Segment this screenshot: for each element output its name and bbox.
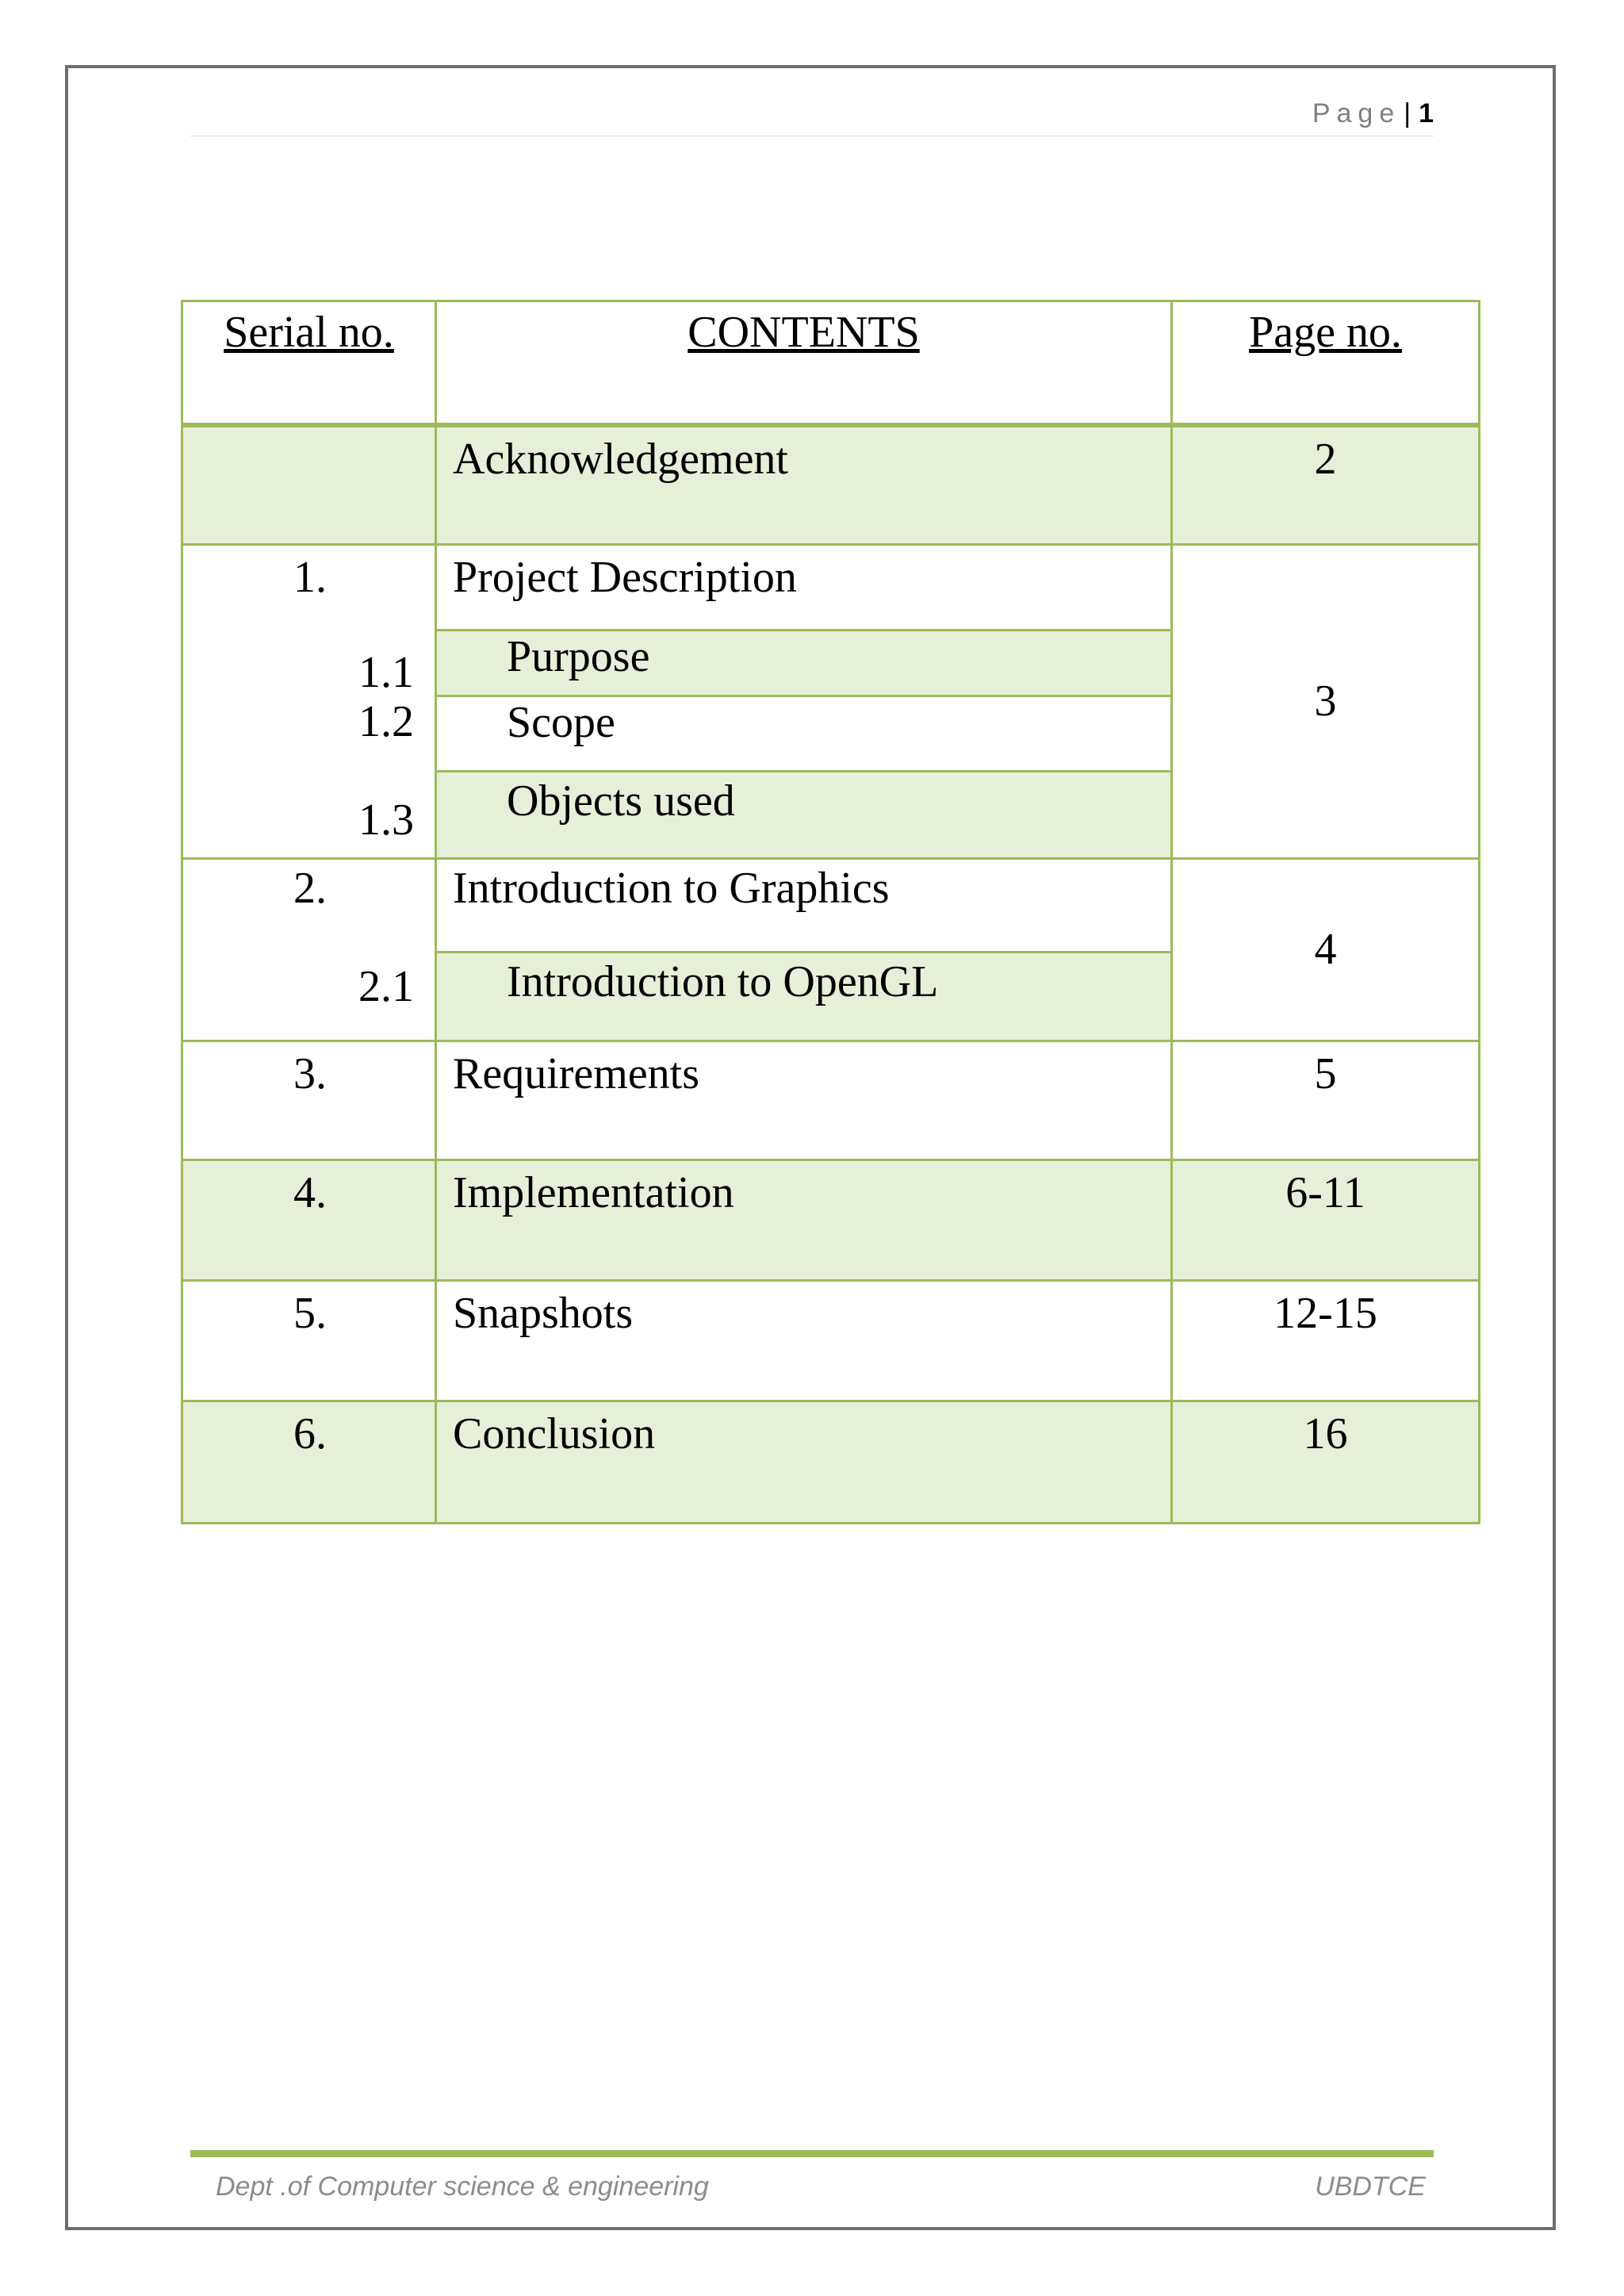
table-row: [182, 425, 1480, 544]
page-cell: 3: [1172, 544, 1480, 858]
page-cell: 2: [1172, 425, 1480, 544]
contents-cell: Acknowledgement: [436, 425, 1172, 544]
header-separator: |: [1404, 98, 1411, 128]
page-label: Page: [1312, 98, 1401, 128]
contents-subcell: Introduction to OpenGL: [436, 952, 1172, 1041]
contents-cell: Requirements: [436, 1041, 1172, 1159]
table-row: [182, 1280, 1480, 1401]
serial-sub: 1.3: [358, 795, 414, 845]
serial-cell: [182, 858, 436, 1041]
table-row: [182, 858, 1480, 952]
column-header-serial: Serial no.: [182, 301, 436, 426]
table-row: [182, 544, 1480, 630]
page-cell: 12-15: [1172, 1280, 1480, 1401]
serial-sub: 2.1: [358, 961, 414, 1011]
contents-subcell: Scope: [436, 696, 1172, 771]
contents-cell: Introduction to Graphics: [436, 858, 1172, 952]
contents-cell: Implementation: [436, 1159, 1172, 1280]
serial-cell: [182, 425, 436, 544]
contents-subcell: Purpose: [436, 630, 1172, 696]
serial-sub: 1.1: [358, 647, 414, 697]
serial-cell: 5.: [182, 1280, 436, 1401]
contents-cell: Snapshots: [436, 1280, 1172, 1401]
footer-department: Dept .of Computer science & engineering: [216, 2171, 709, 2202]
serial-cell: 3.: [182, 1041, 436, 1159]
column-header-page: Page no.: [1172, 301, 1480, 426]
serial-cell: 6.: [182, 1401, 436, 1523]
serial-cell: [182, 544, 436, 858]
table-header-row: [182, 301, 1480, 426]
table-row: [182, 1041, 1480, 1159]
contents-cell: Project Description: [436, 544, 1172, 630]
contents-cell: Conclusion: [436, 1401, 1172, 1523]
contents-subcell: Objects used: [436, 771, 1172, 858]
page-cell: 6-11: [1172, 1159, 1480, 1280]
page-header: [1312, 98, 1434, 129]
table-row: [182, 1401, 1480, 1523]
serial-cell: 4.: [182, 1159, 436, 1280]
table-row: [182, 1159, 1480, 1280]
footer-rule: [190, 2150, 1434, 2157]
serial-main: 2.: [293, 863, 327, 913]
column-header-contents: CONTENTS: [436, 301, 1172, 426]
page-cell: 16: [1172, 1401, 1480, 1523]
serial-sub: 1.2: [358, 696, 414, 746]
page-cell: 5: [1172, 1041, 1480, 1159]
page-number: 1: [1419, 98, 1434, 128]
page-cell: 4: [1172, 858, 1480, 1041]
contents-table: [181, 300, 1480, 1524]
footer-institution: UBDTCE: [1315, 2171, 1426, 2202]
serial-main: 1.: [293, 552, 327, 602]
